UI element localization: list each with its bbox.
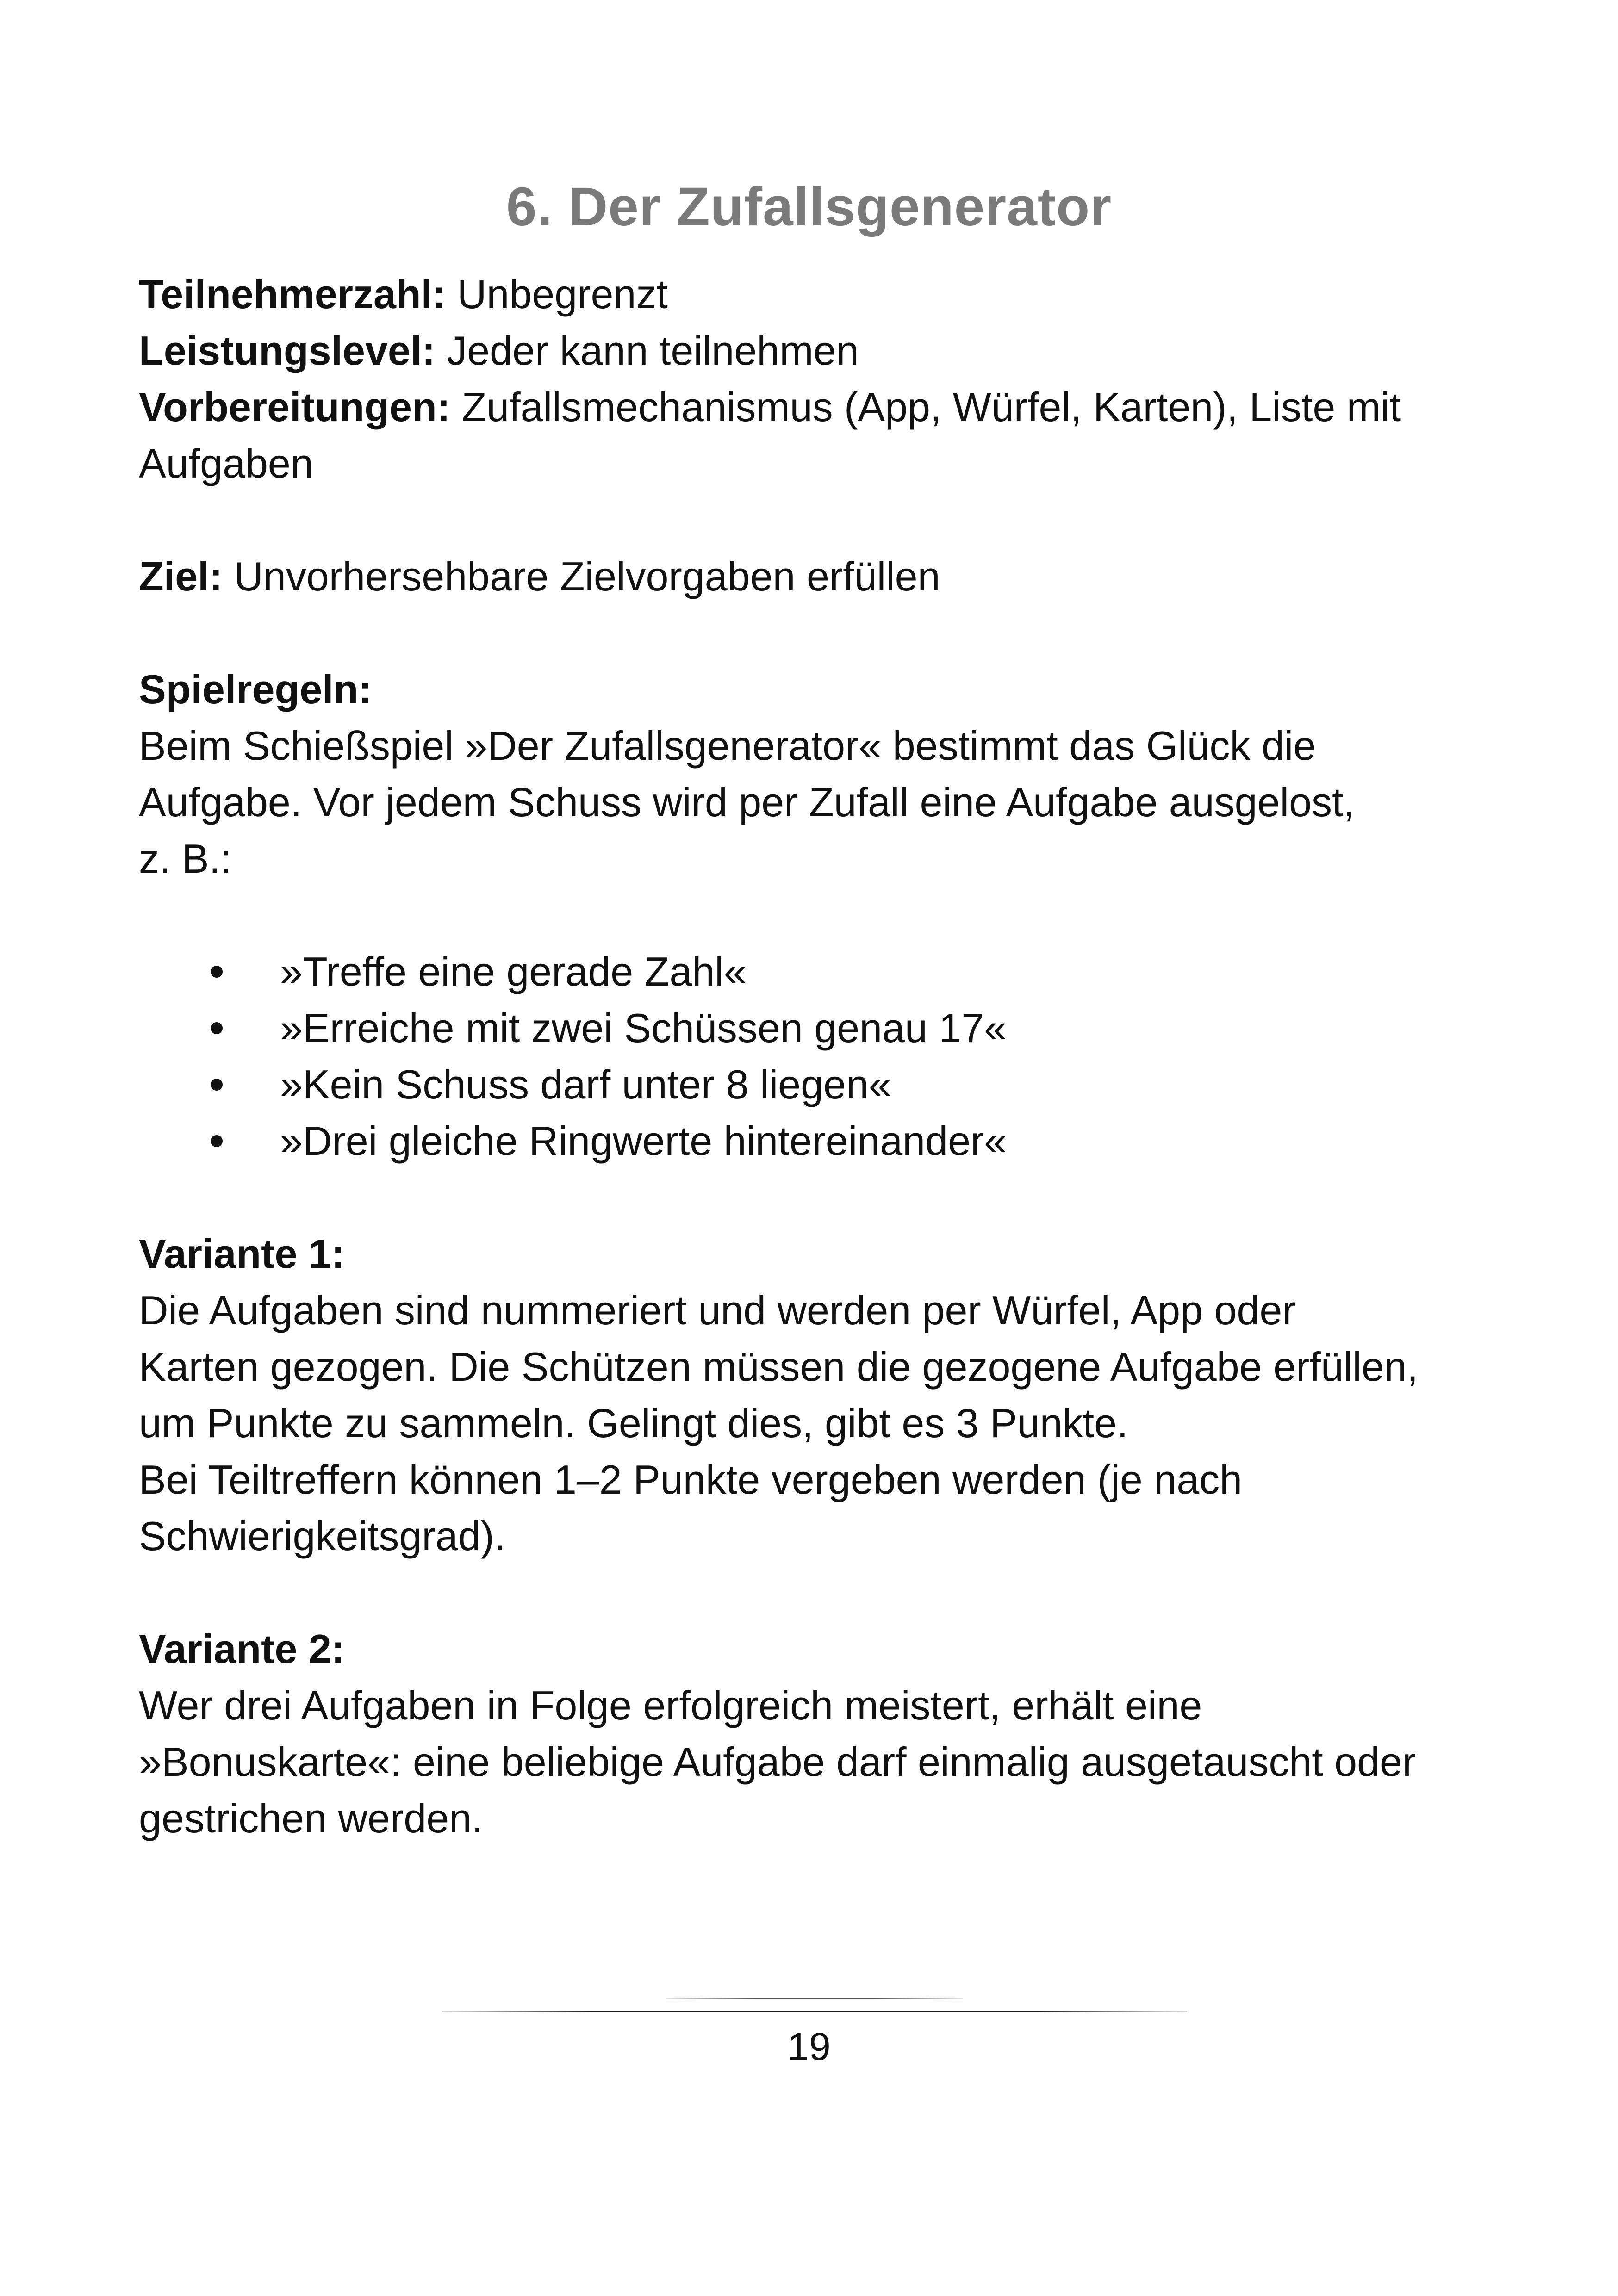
participants-row [139,266,1504,323]
level-label: Leistungslevel: [139,328,436,373]
goal-label: Ziel: [139,553,223,599]
spacer [139,605,1504,661]
goal-value: Unvorhersehbare Zielvorgaben erfüllen [222,553,940,599]
spacer [139,887,1504,943]
prep-label: Vorbereitungen: [139,384,451,430]
list-item-text: »Erreiche mit zwei Schüssen genau 17« [280,1005,1007,1051]
rules-text-line: Aufgabe. Vor jedem Schuss wird per Zufall eine Aufgabe ausgelost, [139,779,1355,825]
bullet-icon [211,1135,223,1147]
list-item-text: »Treffe eine gerade Zahl« [280,949,747,994]
list-item [139,1056,1504,1113]
page-title: 6. Der Zufallsgenerator [506,176,1112,238]
goal-row [139,548,1504,605]
variant-1-text-line: Schwierigkeitsgrad). [139,1513,506,1559]
level-row [139,323,1504,379]
variant-1-text-line: Bei Teiltreffern können 1–2 Punkte vergeben werden (je nach [139,1457,1243,1502]
bullet-icon [211,1022,223,1034]
rules-heading: Spielregeln: [139,666,372,712]
page-number: 19 [787,2025,831,2068]
footer-divider [442,2011,1187,2012]
bullet-icon [211,1079,223,1091]
list-item-text: »Drei gleiche Ringwerte hintereinander« [280,1118,1007,1164]
footer-divider-accent [666,1998,963,1999]
rules-text-line: z. B.: [139,836,232,881]
bullet-icon [211,966,223,978]
spacer [139,1564,1504,1621]
variant-2-heading: Variante 2: [139,1626,345,1672]
list-item [139,1000,1504,1056]
example-task-list [139,943,1504,1169]
content-body [139,266,1504,1847]
prep-value-line-2: Aufgaben [139,441,313,486]
variant-2-text-line: gestrichen werden. [139,1795,483,1841]
list-item [139,1113,1504,1169]
variant-1-text-line: um Punkte zu sammeln. Gelingt dies, gibt es 3 Punkte. [139,1400,1128,1446]
list-item-text: »Kein Schuss darf unter 8 liegen« [280,1061,891,1107]
rules-text-line: Beim Schießspiel »Der Zufallsgenerator« bestimmt das Glück die [139,723,1316,769]
participants-label: Teilnehmerzahl: [139,271,446,317]
variant-2-text-line: Wer drei Aufgaben in Folge erfolgreich meistert, erhält eine [139,1682,1202,1728]
spacer [139,1169,1504,1226]
variant-1-text-line: Karten gezogen. Die Schützen müssen die gezogene Aufgabe erfüllen, [139,1344,1419,1390]
variant-1-heading: Variante 1: [139,1231,345,1277]
variant-2-text-line: »Bonuskarte«: eine beliebige Aufgabe darf einmalig ausgetauscht oder [139,1739,1416,1785]
prep-value-line-1: Zufallsmechanismus (App, Würfel, Karten), Liste mit [450,384,1401,430]
spacer [139,492,1504,548]
participants-value: Unbegrenzt [446,271,668,317]
list-item [139,943,1504,1000]
level-value: Jeder kann teilnehmen [435,328,859,373]
variant-1-text-line: Die Aufgaben sind nummeriert und werden per Würfel, App oder [139,1287,1296,1333]
prep-row [139,379,1504,435]
